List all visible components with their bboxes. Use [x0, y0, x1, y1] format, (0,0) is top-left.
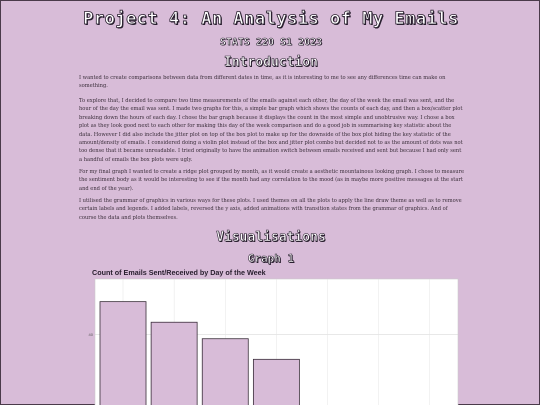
- bar: [151, 322, 197, 405]
- page-subtitle: STATS 220 S1 2023: [219, 37, 323, 48]
- paragraph-text: I wanted to create comparisons between data from different dates in time, as it is interesting to me to see any differences time can make on something.: [79, 75, 446, 90]
- paragraph-text: To explore that, I decided to compare two time measurements of the emails against each other, the day of the week the email was sent, and the hour of the day the email was sent. I made two graphs for this, a simple bar graph which shows the counts of each day, and then a box/scatter plot breaking down the hours of each day. I chose the bar graph because it displays the count in the most simple and unobtrusive way. I chose a box plot as they look good next to each other for making this day of the week comparison and do a good job in summarising key statistic about the data. However I did also include the jitter plot on top of the box plot to make up for the downside of the box plot hiding the key statistic of the amount/density of emails. I considered doing a violin plot instead of the box and jitter plot combo but decided not to as the amount of dots was not too dense that it became unreadable. I tried originally to have the animation switch between emails received and sent but because I had only sent a handful of emails the box plots were ugly.: [79, 98, 463, 163]
- bar: [100, 302, 146, 405]
- y-axis-ticks: [89, 332, 94, 337]
- chart-title: Count of Emails Sent/Received by Day of the Week: [92, 268, 266, 277]
- visualisations-heading: Visualisations: [216, 230, 326, 245]
- intro-paragraph-2: [79, 97, 465, 164]
- bar: [202, 339, 248, 405]
- paragraph-text: I utilised the grammar of graphics in various ways for these plots. I used themes on all the plots to apply the line draw theme as well as to remove certain labels and legends. I added labels, reversed the y axis, added animations with transition states from the grammar of graphics. And of course the data and plots themselves.: [79, 198, 462, 221]
- intro-paragraph-4: [79, 197, 465, 222]
- intro-paragraph-1: [79, 74, 465, 91]
- bar: [253, 359, 299, 405]
- intro-paragraph-3: [79, 168, 465, 193]
- document-page: [1, 1, 540, 405]
- page-title: Project 4: An Analysis of My Emails: [83, 9, 459, 29]
- y-tick-label: 40: [88, 332, 93, 338]
- introduction-heading: Introduction: [224, 55, 318, 70]
- graph-1-heading: Graph 1: [247, 252, 295, 265]
- bar-chart: [81, 277, 461, 405]
- paragraph-text: For my final graph I wanted to create a ridge plot grouped by month, as it would create a aesthetic mountainous looking graph. I chose to measure the sentiment body as it would be interesting to see if the month had any correlation to the mood (as in maybe more positive messages at the start and end of the year).: [79, 169, 465, 192]
